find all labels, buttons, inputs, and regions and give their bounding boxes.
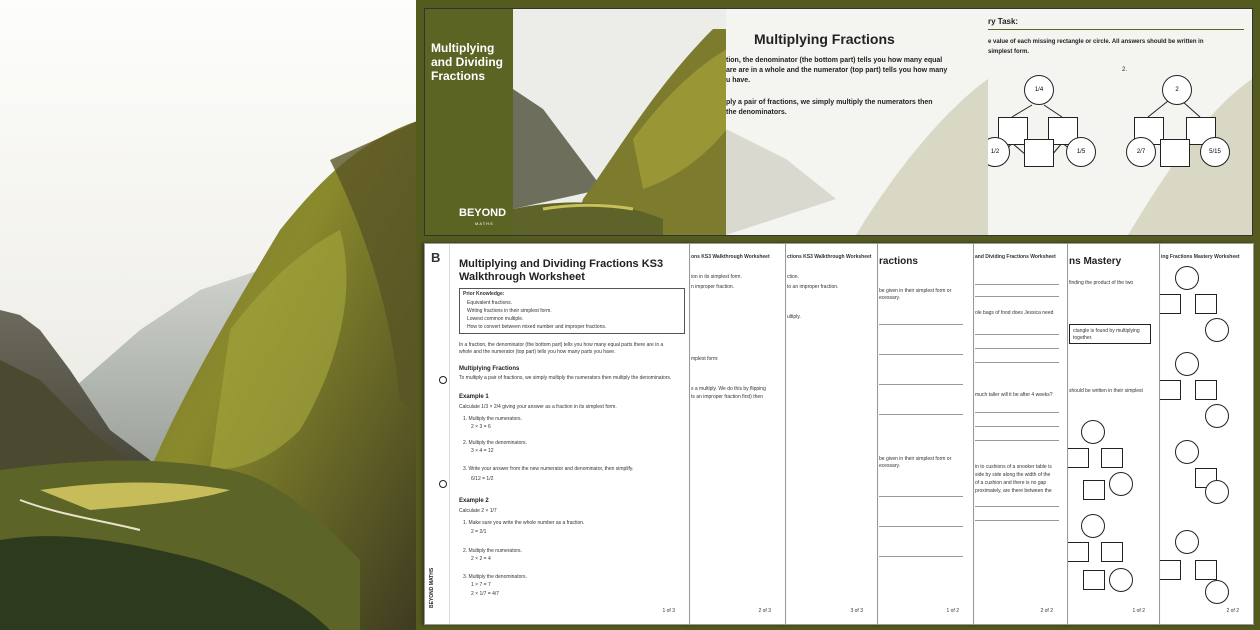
landscape-photo [0,0,420,630]
answer-line [975,334,1059,335]
section-heading: Multiplying Fractions [459,366,520,372]
sheet-line: ecessary. [879,295,901,301]
page-number: 2 of 3 [758,608,771,614]
answer-line [975,362,1059,363]
tree-circle [1081,514,1105,538]
intro-text: In a fraction, the denominator (the bottom part) tells you how many equal parts there are in a [459,342,664,348]
answer-line [975,520,1059,521]
sheet-header: ractions [879,256,918,267]
worksheet-page-2[interactable] [688,243,786,625]
sheet-line: be given in their simplest form or [879,456,952,462]
prior-heading: Prior Knowledge: [463,291,505,297]
tree-circle: 1/4 [1024,75,1054,105]
sheet-header: ns Mastery [1069,256,1122,267]
tree-circle [1205,480,1229,504]
worksheet-page-3[interactable] [784,243,878,625]
answer-rectangle [1083,480,1105,500]
mountain-valley-illustration [0,0,420,630]
step-working: 1 × 7 = 7 [471,582,491,588]
sheet-line: to an improper fraction. [787,284,839,290]
answer-rectangle [1195,560,1217,580]
answer-rectangle [1083,570,1105,590]
page-number: 1 of 3 [662,608,675,614]
step-working: 2 × 1/7 = 4/7 [471,591,500,597]
sheet-line: should be written in their simplest [1069,388,1143,394]
sheet-line: mplest form: [691,356,719,362]
binder-hole [439,376,447,384]
answer-line [879,414,963,415]
step-text: 2. Multiply the numerators. [463,548,522,554]
prior-item: Equivalent fractions. [467,300,513,306]
tree-circle [1205,404,1229,428]
sheet-line: together. [1073,335,1093,341]
sheet-line: ultiply. [787,314,801,320]
sheet-line: be given in their simplest form or [879,288,952,294]
page-number: 2 of 2 [1040,608,1053,614]
tree-circle [1081,420,1105,444]
example-heading: Example 1 [459,394,489,400]
slide-title: Multiplying Fractions [754,31,895,47]
page-number: 3 of 3 [850,608,863,614]
section-text: To multiply a pair of fractions, we simply multiply the numerators then multiply the denominators. [459,375,672,381]
answer-line [975,440,1059,441]
sheet-header: ing Fractions Mastery Worksheet [1161,254,1240,260]
multiplying-fractions-slide[interactable] [726,8,989,236]
side-logo: BEYOND MATHS [429,567,435,608]
answer-rectangle[interactable] [1160,139,1190,167]
tree-circle: 1/2 [988,137,1010,167]
step-text: 2. Multiply the denominators. [463,440,527,446]
answer-line [879,324,963,325]
answer-line [879,496,963,497]
product-preview-frame [416,0,1260,630]
question-number: 2. [1122,67,1128,73]
answer-line [879,526,963,527]
sheet-header: and Dividing Fractions Worksheet [975,254,1056,260]
page-number: 1 of 2 [1132,608,1145,614]
sheet-line: ction. [787,274,799,280]
sheet-line: ion in its simplest form. [691,274,742,280]
beyond-logo: BEYOND [459,207,507,219]
answer-line [975,284,1059,285]
step-working: 2 = 2/1 [471,529,487,535]
worksheet-page-4[interactable] [876,243,974,625]
answer-rectangle [1101,448,1123,468]
example-text: Calculate 2 × 1/7 [459,508,497,514]
answer-line [975,348,1059,349]
step-text: 1. Multiply the numerators. [463,416,522,422]
sheet-line: side by side along the width of the [975,472,1051,478]
page-number: 1 of 2 [946,608,959,614]
step-text: 3. Write your answer from the new numerator and denominator, then simplify. [463,466,634,472]
sheet-line: finding the product of the two [1069,280,1134,286]
tree-circle [1109,568,1133,592]
answer-rectangle [1159,380,1181,400]
step-text: 3. Multiply the denominators. [463,574,527,580]
tree-circle: 2 [1162,75,1192,105]
example-text: Calculate 1/3 × 2/4 giving your answer as a fraction in its simplest form. [459,404,617,410]
binder-hole [439,480,447,488]
slide-para1: tion, the denominator (the bottom part) tells you how many equal [726,57,943,64]
answer-rectangle [1195,380,1217,400]
answer-line [975,426,1059,427]
step-text: 1. Make sure you write the whole number as a fraction. [463,520,585,526]
sheet-line: ecessary. [879,463,901,469]
sheet-line: ts an improper fraction first) then [691,394,763,400]
answer-rectangle[interactable] [1024,139,1054,167]
tree-circle: 2/7 [1126,137,1156,167]
prior-item: Writing fractions in their simplest form. [467,308,552,314]
answer-line [975,296,1059,297]
answer-rectangle [1159,560,1181,580]
tree-circle [1109,472,1133,496]
sheet-line: proximately, are there between the [975,488,1052,494]
worksheet-page-6[interactable] [1066,243,1160,625]
answer-line [879,384,963,385]
slide-para1b: are are in a whole and the numerator (top part) tells you how many [726,67,948,74]
sheet-line: ole bags of food does Jessica need [975,310,1054,316]
info-box [1069,324,1151,344]
answer-line [975,506,1059,507]
sheet-line: ctangle is found by multiplying [1073,328,1140,334]
sheet-header: ons KS3 Walkthrough Worksheet [691,254,770,260]
beyond-b-logo: B [431,250,441,265]
answer-rectangle [1067,542,1089,562]
slide-para1c: u have. [726,77,751,84]
sheet-line: much taller will it be after 4 weeks? [975,392,1053,398]
sheet-header: ctions KS3 Walkthrough Worksheet [787,254,872,260]
answer-rectangle [1195,294,1217,314]
sheet-line: of a cushion and there is no gap [975,480,1047,486]
worksheet-page-1[interactable] [424,243,690,625]
answer-rectangle [1159,294,1181,314]
step-working: 6/12 = 1/2 [471,476,494,482]
cover-slide[interactable] [424,8,728,236]
step-working: 3 × 4 = 12 [471,448,494,454]
answer-rectangle [1067,448,1089,468]
answer-line [879,354,963,355]
tree-circle [1205,318,1229,342]
prior-item: How to convert between mixed number and improper fractions. [467,324,607,330]
cover-mountain-image [513,9,727,235]
mastery-task-slide[interactable] [988,8,1253,236]
answer-rectangle [1101,542,1123,562]
sheet-line: in to cushions of a snooker table is [975,464,1052,470]
intro-text: whole and the numerator (top part) tells you how many parts you have. [459,349,616,355]
tree-circle [1175,352,1199,376]
cover-title: Multiplying and Dividing Fractions [431,41,503,83]
worksheet-title: Multiplying and Dividing Fractions KS3 Walkthrough Worksheet [459,258,664,283]
step-working: 2 × 2 = 4 [471,556,491,562]
tree-circle [1175,440,1199,464]
task-instr1: e value of each missing rectangle or circle. All answers should be written in [988,39,1204,45]
tree-circle: 1/5 [1066,137,1096,167]
slide-para2b: the denominators. [726,109,787,116]
step-working: 2 × 3 = 6 [471,424,491,430]
task-instr2: simplest form. [988,49,1030,55]
slide-para2: ply a pair of fractions, we simply multiply the numerators then [726,99,933,106]
tree-circle [1205,580,1229,604]
answer-line [975,412,1059,413]
tree-circle [1175,266,1199,290]
tree-circle: 5/15 [1200,137,1230,167]
worksheet-page-7[interactable] [1158,243,1254,625]
answer-line [879,556,963,557]
tree-circle [1175,530,1199,554]
sheet-line: n improper fraction. [691,284,735,290]
sheet-line: s a multiply. We do this by flipping [691,386,766,392]
page-number: 2 of 2 [1226,608,1239,614]
example-heading: Example 2 [459,498,489,504]
prior-item: Lowest common multiple. [467,316,524,322]
worksheet-page-5[interactable] [972,243,1068,625]
task-heading: ry Task: [988,17,1019,26]
beyond-logo-sub: MATHS [475,221,494,226]
